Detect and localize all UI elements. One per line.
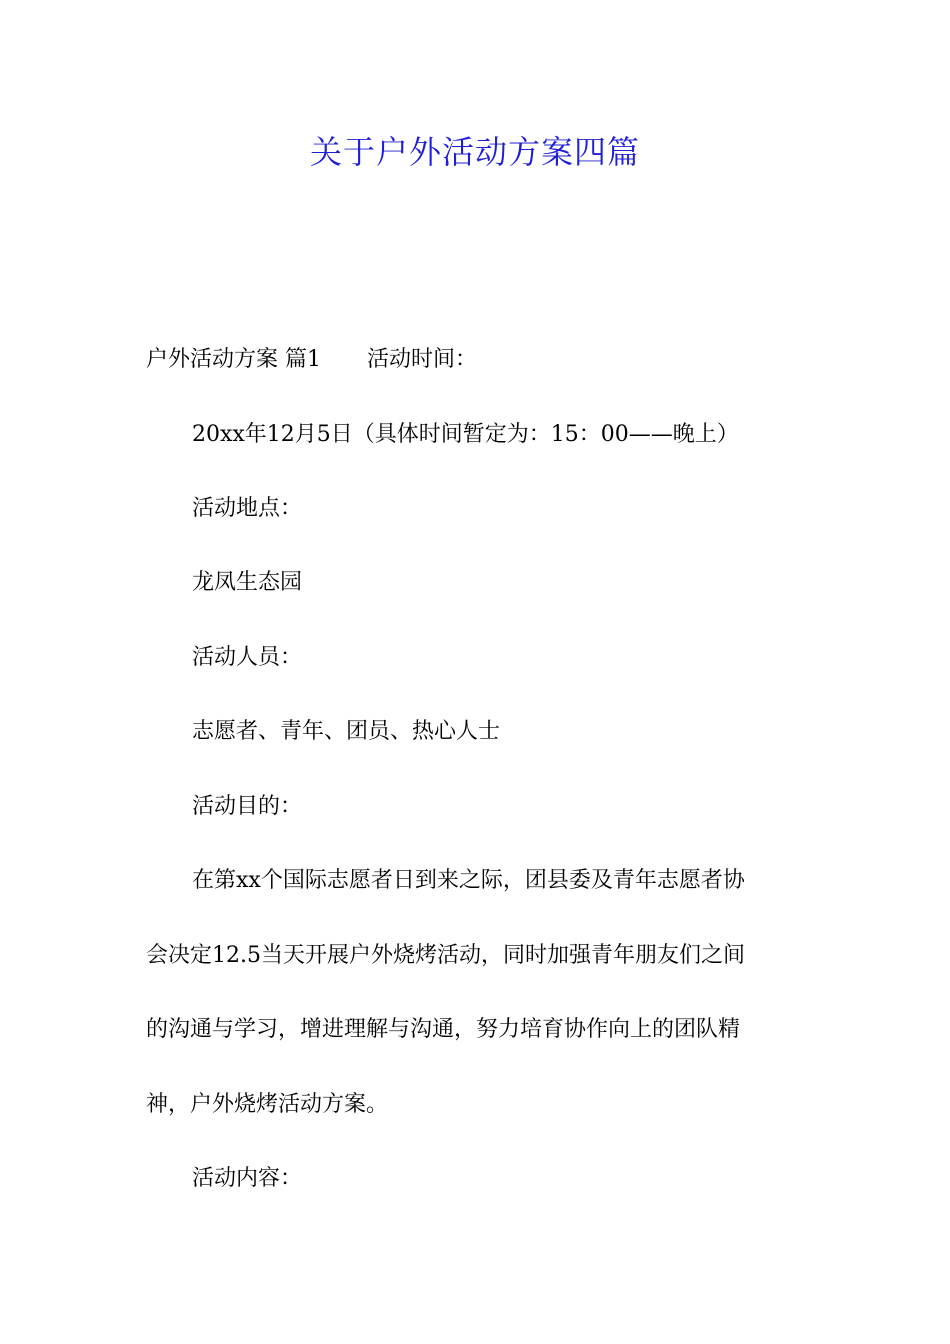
location-value: 龙凤生态园 <box>192 570 303 595</box>
purpose-line: 神，户外烧烤活动方案。 <box>146 1092 389 1117</box>
document-title: 关于户外活动方案四篇 <box>309 133 640 171</box>
purpose-line: 会决定12.5当天开展户外烧烤活动，同时加强青年朋友们之间 <box>146 943 745 968</box>
people-label: 活动人员： <box>192 645 303 670</box>
content-label: 活动内容： <box>192 1166 303 1191</box>
first-line <box>146 345 808 375</box>
location-label: 活动地点： <box>192 496 303 521</box>
purpose-label: 活动目的： <box>192 794 303 819</box>
purpose-line: 在第xx个国际志愿者日到来之际，团县委及青年志愿者协 <box>192 868 745 893</box>
section-heading: 户外活动方案 篇1 <box>146 347 321 372</box>
people-value: 志愿者、青年、团员、热心人士 <box>192 719 501 744</box>
time-label: 活动时间： <box>367 347 478 372</box>
time-value: 20xx年12月5日（具体时间暂定为：15：00——晚上） <box>192 422 739 447</box>
purpose-line: 的沟通与学习，增进理解与沟通，努力培育协作向上的团队精 <box>146 1017 741 1042</box>
